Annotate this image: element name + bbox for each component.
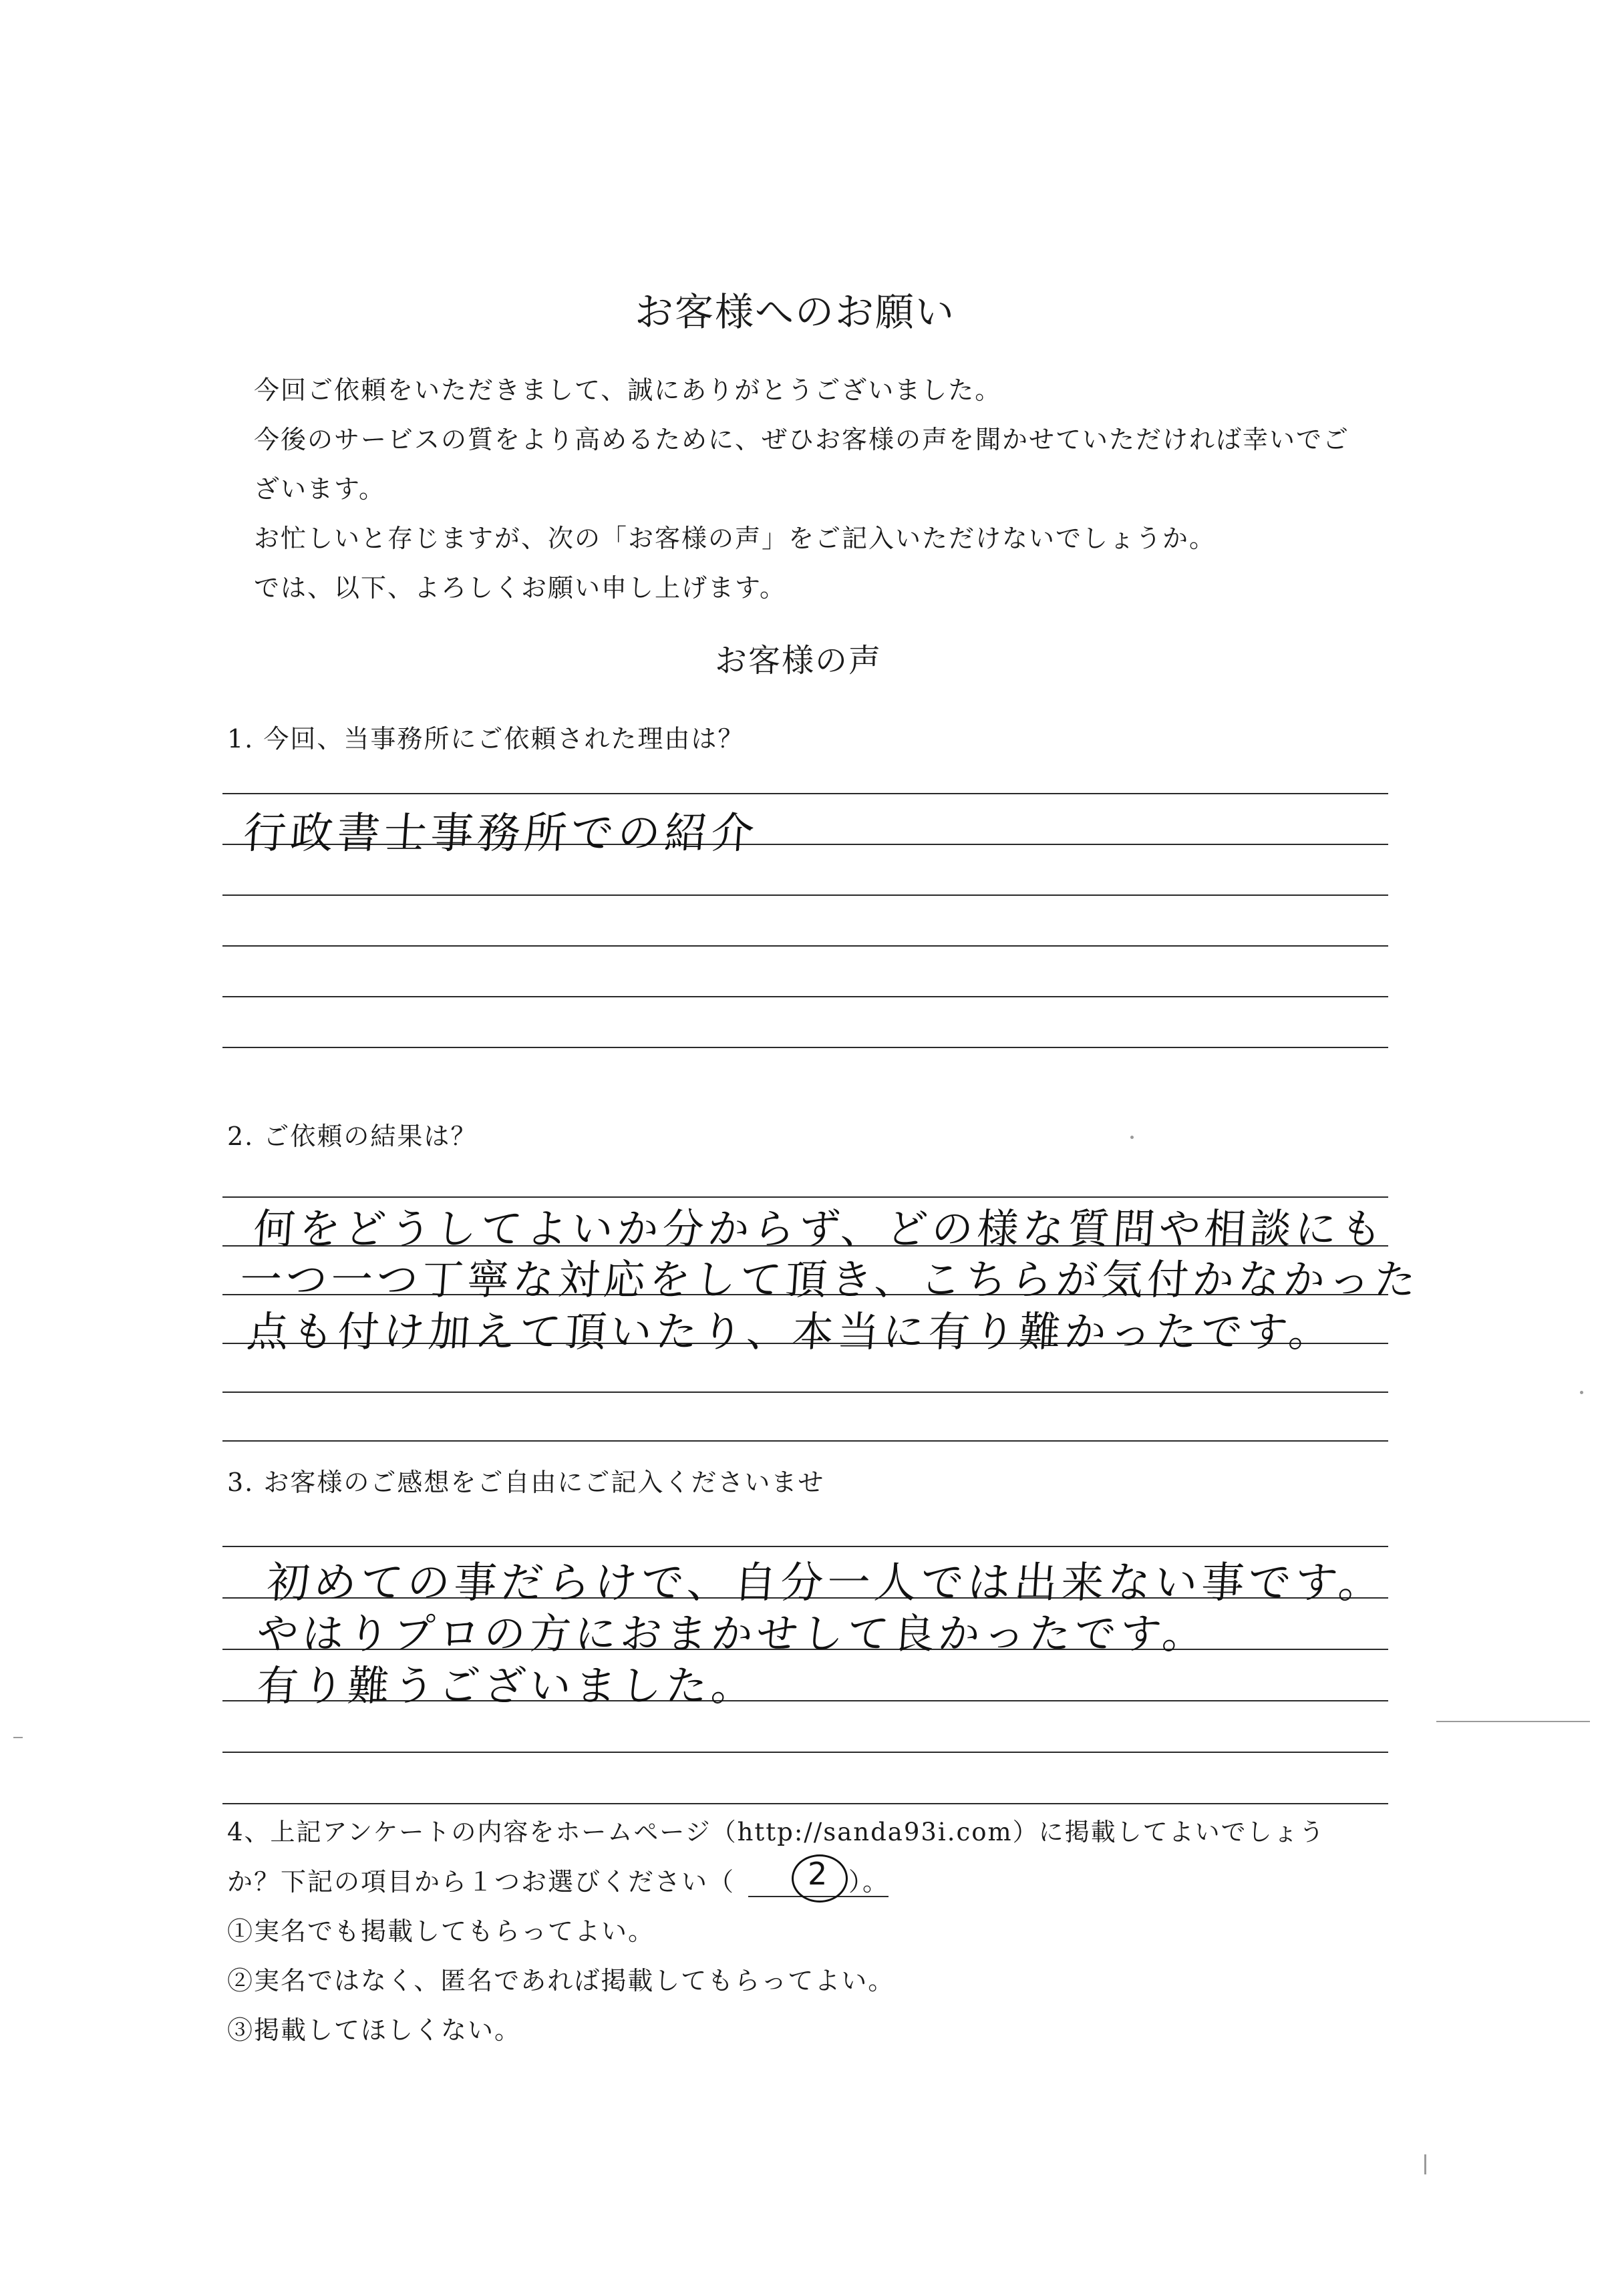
intro-line: 今後のサービスの質をより高めるために、ぜひお客様の声を聞かせていただければ幸いでご (254, 425, 1350, 454)
question-1-label: 1. 今回、当事務所にご依頼された理由は？ (227, 724, 745, 754)
scan-artifact (1130, 1136, 1134, 1139)
option-1: ①実名でも掲載してもらってよい。 (227, 1917, 655, 1946)
question-4-prompt (227, 1861, 889, 1898)
handwritten-answer-3-line: 有り難うございました。 (255, 1661, 759, 1710)
handwritten-answer-2-line: 一つ一つ丁寧な対応をして頂き、こちらが気付かなかった (238, 1255, 1422, 1304)
answer-rule (222, 1803, 1388, 1804)
scan-artifact (13, 1737, 23, 1738)
answer-rule (222, 996, 1388, 997)
answer-rule (222, 793, 1388, 794)
scan-artifact (1424, 2154, 1426, 2174)
scan-artifact (1580, 1391, 1583, 1394)
section-title: お客様の声 (715, 642, 882, 679)
answer-rule (222, 1047, 1388, 1048)
scan-artifact (1436, 1721, 1590, 1722)
question-3-label: 3. お客様のご感想をご自由にご記入くださいませ (227, 1468, 825, 1497)
handwritten-answer-3-line: やはりプロの方におまかせして良かったです。 (255, 1609, 1210, 1658)
intro-line: ざいます。 (254, 474, 385, 504)
question-4-prefix: か？下記の項目から１つお選びください（ (227, 1867, 736, 1897)
answer-rule (222, 1440, 1388, 1442)
answer-rule (222, 894, 1388, 896)
answer-rule (222, 1752, 1388, 1753)
handwritten-answer-2-line: 点も付け加えて頂いたり、本当に有り難かったです。 (245, 1307, 1336, 1356)
option-2: ②実名ではなく、匿名であれば掲載してもらってよい。 (227, 1966, 895, 1995)
handwritten-answer-3-line: 初めての事だらけで、自分一人では出来ない事です。 (265, 1559, 1387, 1608)
question-4-line: 4、上記アンケートの内容をホームページ（http://sanda93i.com）に掲載してよいでしょう (227, 1818, 1325, 1846)
page-title: お客様へのお願い (635, 289, 956, 335)
handwritten-answer-2-line: 何をどうしてよいか分からず、どの様な質問や相談にも (252, 1204, 1388, 1253)
answer-rule (222, 1546, 1388, 1547)
question-2-label: 2. ご依頼の結果は？ (227, 1122, 478, 1151)
answer-rule (222, 1391, 1388, 1393)
handwritten-answer-1: 行政書士事務所での紹介 (241, 809, 760, 858)
question-4-suffix: ）。 (848, 1867, 890, 1897)
option-3: ③掲載してほしくない。 (227, 2015, 522, 2045)
answer-rule (222, 945, 1388, 947)
intro-line: 今回ご依頼をいただきまして、誠にありがとうございました。 (254, 375, 1002, 405)
selected-option-digit: 2 (808, 1856, 828, 1892)
intro-line: お忙しいと存じますが、次の「お客様の声」をご記入いただけないでしょうか。 (254, 524, 1217, 553)
intro-line: では、以下、よろしくお願い申し上げます。 (254, 573, 786, 603)
